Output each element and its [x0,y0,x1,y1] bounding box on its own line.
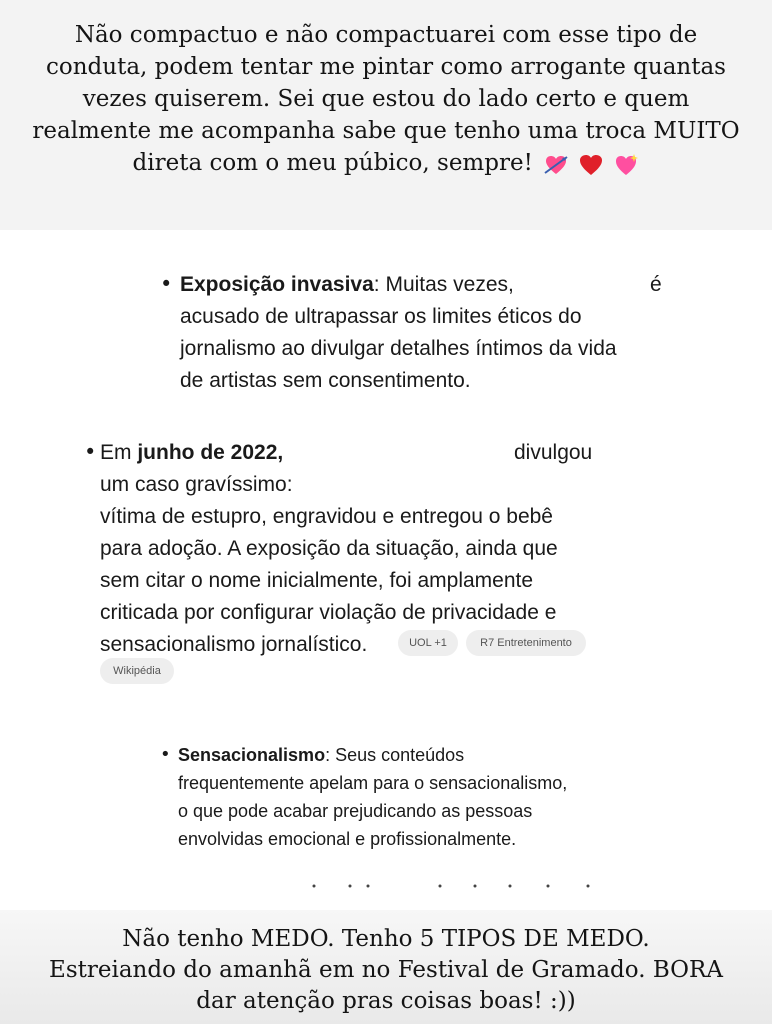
item-title: junho de 2022, [137,441,284,464]
bottom-caption [0,910,772,1024]
red-heart-icon [578,153,604,177]
sparkling-heart-icon [613,153,639,177]
caption-line: Estreiando do amanhã em no Festival de Gramado. BORA [49,957,723,983]
item-text: : Muitas vezes, [373,273,514,296]
item-text: um caso gravíssimo: [100,473,293,496]
top-caption [0,0,772,230]
bullet: • [160,272,173,296]
item-title: Sensacionalismo [178,745,326,765]
item-text: envolvidas emocional e profissionalmente. [178,829,517,849]
item-text: acusado de ultrapassar os limites éticos do [180,305,582,328]
caption-text: direta com o meu púbico, sempre! [132,150,533,176]
caption-line: vezes quiserem. Sei que estou do lado certo e quem [82,86,690,112]
item-text: para adoção. A exposição da situação, ainda que [100,537,558,560]
item-text: jornalismo ao divulgar detalhes íntimos da vida [180,337,617,360]
item-text: sensacionalismo jornalístico. [100,633,368,656]
caption-line-last [0,148,772,179]
item-text: frequentemente apelam para o sensacionalismo, [178,773,568,793]
source-chip-uol[interactable]: UOL +1 [398,630,458,656]
item-text: divulgou [514,441,593,464]
item-text: criticada por configurar violação de privacidade e [100,601,557,624]
caption-line: Não tenho MEDO. Tenho 5 TIPOS DE MEDO. [122,926,650,952]
item-text: de artistas sem consentimento. [180,369,471,392]
item-line [100,438,283,468]
item-line [180,270,514,300]
embedded-screenshot [0,230,772,910]
heart-with-arrow-icon [543,153,569,177]
item-text: é [650,273,662,296]
item-text: : Seus conteúdos [325,745,465,765]
source-chip-wikipedia[interactable]: Wikipédia [100,658,174,684]
bullet: • [84,440,97,464]
caption-line: realmente me acompanha sabe que tenho uma troca MUITO [32,118,740,144]
caption-line: conduta, podem tentar me pintar como arrogante quantas [46,54,726,80]
source-chip-r7[interactable]: R7 Entretenimento [466,630,586,656]
emoji-group [541,149,640,179]
item-prefix: Em [100,441,138,464]
bullet: • [160,744,171,765]
item-title: Exposição invasiva [180,273,374,296]
item-line [178,740,464,770]
caption-line: Não compactuo e não compactuarei com esse tipo de [74,22,698,48]
item-text: o que pode acabar prejudicando as pessoas [178,801,533,821]
cropped-text-fragment [310,883,610,889]
item-text: sem citar o nome inicialmente, foi amplamente [100,569,534,592]
caption-line: dar atenção pras coisas boas! :)) [196,988,576,1014]
item-text: vítima de estupro, engravidou e entregou o bebê [100,505,553,528]
